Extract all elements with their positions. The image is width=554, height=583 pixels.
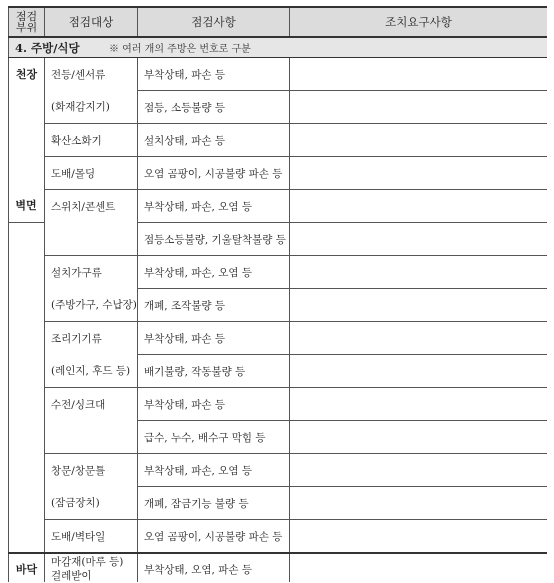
header-row <box>9 7 548 37</box>
header-area <box>9 7 45 37</box>
item-cell: 개폐, 잠금기능 불량 등 <box>138 487 290 520</box>
table-row <box>9 322 548 355</box>
target-cell: (레인지, 후드 등) <box>45 355 138 388</box>
item-cell: 부착상태, 파손 등 <box>138 58 290 91</box>
action-cell[interactable] <box>290 289 548 322</box>
target-cell: (잠금장치) <box>45 487 138 520</box>
action-cell[interactable] <box>290 157 548 190</box>
action-cell[interactable] <box>290 454 548 487</box>
section-note: ※ 여러 개의 주방은 번호로 구분 <box>109 43 251 55</box>
table-row <box>9 487 548 520</box>
header-action: 조치요구사항 <box>290 7 548 37</box>
action-cell[interactable] <box>290 388 548 421</box>
target-cell: 스위치/콘센트 <box>45 190 138 223</box>
table-row <box>9 58 548 91</box>
target-cell: 전등/센서류 <box>45 58 138 91</box>
action-cell[interactable] <box>290 124 548 157</box>
area-floor: 바닥 <box>9 553 45 582</box>
target-cell <box>45 553 138 582</box>
header-target: 점검대상 <box>45 7 138 37</box>
item-cell: 개폐, 조작불량 등 <box>138 289 290 322</box>
item-cell: 급수, 누수, 배수구 막힘 등 <box>138 421 290 454</box>
table-row <box>9 124 548 157</box>
table-row <box>9 454 548 487</box>
header-item: 점검사항 <box>138 7 290 37</box>
table-row <box>9 157 548 190</box>
table-row <box>9 91 548 124</box>
header-area-line2: 부위 <box>15 21 38 34</box>
table-row <box>9 388 548 421</box>
item-cell: 오염 곰팡이, 시공불량 파손 등 <box>138 157 290 190</box>
target-cell: 설치가구류 <box>45 256 138 289</box>
action-cell[interactable] <box>290 223 548 256</box>
action-cell[interactable] <box>290 91 548 124</box>
inspection-table-wall <box>8 222 547 553</box>
table-row <box>9 190 548 223</box>
inspection-table-floor <box>8 552 547 582</box>
header-area-line1: 점검 <box>15 10 38 23</box>
table-row <box>9 421 548 454</box>
item-cell: 부착상태, 파손 등 <box>138 322 290 355</box>
item-cell: 부착상태, 파손, 오염 등 <box>138 256 290 289</box>
action-cell[interactable] <box>290 58 548 91</box>
action-cell[interactable] <box>290 355 548 388</box>
item-cell: 부착상태, 오염, 파손 등 <box>138 553 290 582</box>
inspection-table <box>8 6 547 223</box>
target-cell: (화재감지기) <box>45 91 138 124</box>
area-ceiling: 천장 <box>9 58 45 223</box>
target-cell <box>45 223 138 256</box>
inspection-sheet <box>8 6 547 582</box>
target-cell <box>45 421 138 454</box>
table-row <box>9 289 548 322</box>
target-line2: 걸레받이 <box>51 570 92 582</box>
section-title: 4. 주방/식당 <box>15 40 80 55</box>
item-cell: 점등, 소등불량 등 <box>138 91 290 124</box>
action-cell[interactable] <box>290 190 548 223</box>
action-cell[interactable] <box>290 421 548 454</box>
target-cell: 수전/싱크대 <box>45 388 138 421</box>
table-row <box>9 355 548 388</box>
action-cell[interactable] <box>290 256 548 289</box>
section-row <box>9 37 548 58</box>
target-cell: 조리기기류 <box>45 322 138 355</box>
item-cell: 점등소등불량, 기울탈착불량 등 <box>138 223 290 256</box>
area-wall-label: 벽면 <box>15 199 37 212</box>
action-cell[interactable] <box>290 553 548 582</box>
item-cell: 오염 곰팡이, 시공불량 파손 등 <box>138 520 290 553</box>
item-cell: 부착상태, 파손 등 <box>138 388 290 421</box>
item-cell: 부착상태, 파손, 오염 등 <box>138 454 290 487</box>
action-cell[interactable] <box>290 487 548 520</box>
target-line1: 마감재(마루 등) <box>51 556 124 568</box>
target-cell: 창문/창문틀 <box>45 454 138 487</box>
section-cell <box>9 37 548 58</box>
target-cell: 도배/벽타일 <box>45 520 138 553</box>
table-row <box>9 223 548 256</box>
target-cell: 확산소화기 <box>45 124 138 157</box>
item-cell: 부착상태, 파손, 오염 등 <box>138 190 290 223</box>
table-row <box>9 520 548 553</box>
area-wall-spacer <box>9 223 45 553</box>
action-cell[interactable] <box>290 322 548 355</box>
item-cell: 설치상태, 파손 등 <box>138 124 290 157</box>
table-row <box>9 553 548 582</box>
action-cell[interactable] <box>290 520 548 553</box>
item-cell: 배기불량, 작동불량 등 <box>138 355 290 388</box>
target-cell: 도배/몰딩 <box>45 157 138 190</box>
target-cell: (주방가구, 수납장) <box>45 289 138 322</box>
table-row <box>9 256 548 289</box>
